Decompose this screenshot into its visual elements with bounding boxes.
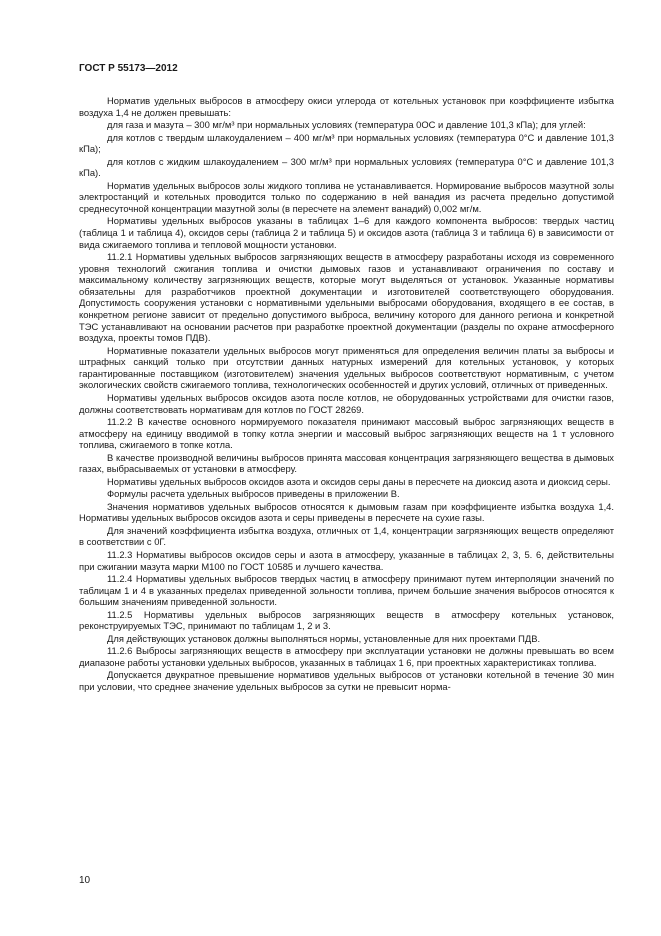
paragraph: 11.2.2 В качестве основного нормируемого показателя принимают массовый выброс загрязняющих веществ в атмосферу на единицу вводимой в топку котла энергии и массовый выброс загрязняющих веществ на 1 т условного топлива, сжигаемого в топке котла. (79, 416, 614, 451)
paragraph: Формулы расчета удельных выбросов приведены в приложении В. (107, 488, 400, 500)
paragraph: Допускается двукратное превышение нормативов удельных выбросов от установки котельной в течение 30 мин при условии, что среднее значение удельных выбросов за сутки не превысит норма- (79, 669, 614, 692)
paragraph: 11.2.1 Нормативы удельных выбросов загрязняющих веществ в атмосферу разработаны исходя из современного уровня технологий сжигания топлива и очистки дымовых газов и устанавливают ограничения по составу и максимальному количеству загрязняющих веществ, которые могут выделяться от установок. Указанные нормативы обязательны для разработчиков проектной документации и изготовителей соответствующего оборудования. Допустимость сооружения установки с нормативными удельными выбросами оборудования, входящего в ее состав, в конкретном регионе зависит от предельно допустимого выброса, величину которого для данного региона и конкретной ТЭС устанавливают на основании расчетов при разработке проектной документации (разделы по охране атмосферного воздуха, проекты томов ПДВ). (79, 251, 614, 344)
document-body (79, 95, 614, 693)
paragraph: Нормативные показатели удельных выбросов могут применяться для определения величин платы за выбросы и штрафных санкций только при отсутствии данных натурных измерений для котельных установок, у которых гарантированные поставщиком (изготовителем) значения удельных выбросов соответствуют нормативным, с учетом экологических свойств сжигаемого топлива, технологических особенностей и других условий, отличных от приведенных. (79, 344, 614, 391)
paragraph: Значения нормативов удельных выбросов относятся к дымовым газам при коэффициенте избытка воздуха 1,4. Нормативы удельных выбросов оксидов азота и серы приведены в пересчете на сухие газы. (79, 500, 614, 524)
paragraph: для газа и мазута – 300 мг/м³ при нормальных условиях (температура 0ОС и давление 101,3 кПа); для углей: (107, 119, 586, 131)
paragraph: 11.2.3 Нормативы выбросов оксидов серы и азота в атмосферу, указанные в таблицах 2, 3, 5. 6, действительны при сжигании мазута марки М100 по ГОСТ 10585 и лучшего качества. (79, 548, 614, 572)
paragraph: Нормативы удельных выбросов оксидов азота после котлов, не оборудованных устройствами для очистки газов, должны соответствовать нормативам для котлов по ГОСТ 28269. (79, 391, 614, 415)
paragraph: Норматив удельных выбросов золы жидкого топлива не устанавливается. Нормирование выбросов мазутной золы электростанций и котельных проводится только по содержанию в ней ванадия из расчета предельно допустимой среднесуточной концентрации мазутной золы (в пересчете на элемент ванадий) 0,002 мг/м. (79, 179, 614, 214)
paragraph: Для значений коэффициента избытка воздуха, отличных от 1,4, концентрации загрязняющих веществ определяют в соответствии с 0Г. (79, 524, 614, 548)
paragraph: В качестве производной величины выбросов принята массовая концентрация загрязняющего вещества в дымовых газах, выбрасываемых от установки в атмосферу. (79, 451, 614, 475)
paragraph: для котлов с твердым шлакоудалением – 400 мг/м³ при нормальных условиях (температура 0°С и давление 101,3 кПа); (79, 131, 614, 155)
page-number: 10 (79, 875, 91, 886)
paragraph: для котлов с жидким шлакоудалением – 300 мг/м³ при нормальных условиях (температура 0°С и давление 101,3 кПа). (79, 155, 614, 179)
document-header: ГОСТ Р 55173—2012 (79, 63, 178, 74)
paragraph: 11.2.6 Выбросы загрязняющих веществ в атмосферу при эксплуатации установки не должны превышать во всем диапазоне работы установки удельных выбросов, указанных в таблицах 1 6, при проектных характеристиках топлива. (79, 645, 614, 668)
paragraph: Норматив удельных выбросов в атмосферу окиси углерода от котельных установок при коэффициенте избытка воздуха 1,4 не должен превышать: (79, 95, 614, 118)
paragraph: Для действующих установок должны выполняться нормы, установленные для них проектами ПДВ. (107, 632, 541, 644)
paragraph: 11.2.5 Нормативы удельных выбросов загрязняющих веществ в атмосферу котельных установок, реконструируемых ТЭС, принимают по таблицам 1, 2 и 3. (79, 608, 614, 632)
paragraph: 11.2.4 Нормативы удельных выбросов твердых частиц в атмосферу принимают путем интерполяции значений по таблицам 1 и 4 в указанных пределах приведенной зольности топлива, причем большие значения выбросов относятся к большим значениям приведенной зольности. (79, 573, 614, 608)
paragraph: Нормативы удельных выбросов указаны в таблицах 1–6 для каждого компонента выбросов: твердых частиц (таблица 1 и таблица 4), оксидов серы (таблица 2 и таблица 5) и оксидов азота (таблица 3 и таблица 6) в зависимости от вида сжигаемого топлива и тепловой мощности установки. (79, 215, 614, 250)
paragraph: Нормативы удельных выбросов оксидов азота и оксидов серы даны в пересчете на диоксид азота и диоксид серы. (107, 475, 611, 487)
